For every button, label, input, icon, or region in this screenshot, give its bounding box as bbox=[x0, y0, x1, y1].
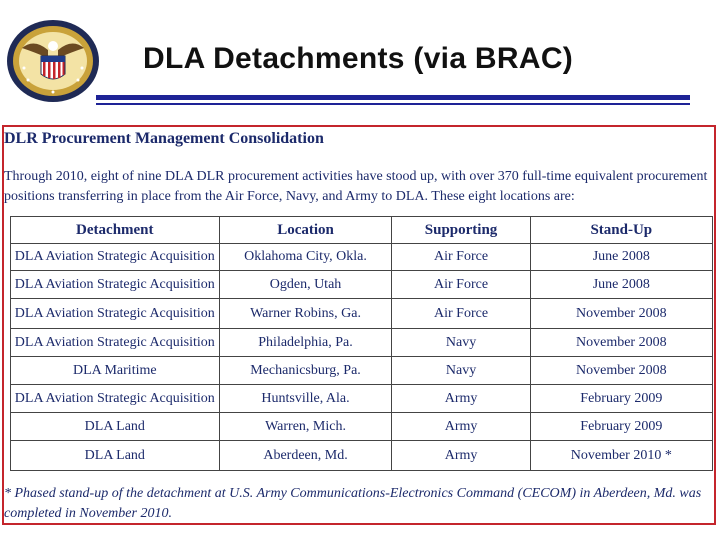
cell-stand-up: June 2008 bbox=[530, 271, 712, 299]
cell-supporting: Army bbox=[392, 441, 530, 471]
cell-detachment: DLA Aviation Strategic Acquisition bbox=[11, 385, 220, 413]
cell-location: Huntsville, Ala. bbox=[219, 385, 392, 413]
table-row bbox=[11, 441, 713, 471]
cell-stand-up: November 2008 bbox=[530, 329, 712, 357]
cell-supporting: Navy bbox=[392, 357, 530, 385]
cell-detachment: DLA Land bbox=[11, 441, 220, 471]
cell-detachment: DLA Aviation Strategic Acquisition bbox=[11, 299, 220, 329]
dla-seal-icon bbox=[4, 18, 102, 104]
cell-location: Warren, Mich. bbox=[219, 413, 392, 441]
cell-detachment: DLA Land bbox=[11, 413, 220, 441]
table-row bbox=[11, 244, 713, 271]
slide-title: DLA Detachments (via BRAC) bbox=[143, 42, 574, 75]
table-row bbox=[11, 385, 713, 413]
cell-location: Aberdeen, Md. bbox=[219, 441, 392, 471]
table-row bbox=[11, 271, 713, 299]
header-detachment: Detachment bbox=[11, 217, 220, 244]
cell-stand-up: June 2008 bbox=[530, 244, 712, 271]
cell-stand-up: February 2009 bbox=[530, 413, 712, 441]
header-location: Location bbox=[219, 217, 392, 244]
cell-supporting: Air Force bbox=[392, 271, 530, 299]
table-row bbox=[11, 357, 713, 385]
table-row bbox=[11, 329, 713, 357]
title-underline bbox=[96, 95, 690, 100]
cell-location: Philadelphia, Pa. bbox=[219, 329, 392, 357]
cell-supporting: Air Force bbox=[392, 244, 530, 271]
cell-location: Warner Robins, Ga. bbox=[219, 299, 392, 329]
cell-stand-up: November 2010 * bbox=[530, 441, 712, 471]
title-underline-thin bbox=[96, 103, 690, 105]
cell-detachment: DLA Aviation Strategic Acquisition bbox=[11, 329, 220, 357]
cell-detachment: DLA Aviation Strategic Acquisition bbox=[11, 271, 220, 299]
detachments-table bbox=[10, 216, 713, 471]
cell-supporting: Army bbox=[392, 413, 530, 441]
table-row bbox=[11, 299, 713, 329]
cell-detachment: DLA Maritime bbox=[11, 357, 220, 385]
header-stand-up: Stand-Up bbox=[530, 217, 712, 244]
document-heading: DLR Procurement Management Consolidation bbox=[4, 130, 324, 147]
cell-supporting: Navy bbox=[392, 329, 530, 357]
cell-location: Mechanicsburg, Pa. bbox=[219, 357, 392, 385]
cell-location: Oklahoma City, Okla. bbox=[219, 244, 392, 271]
cell-stand-up: February 2009 bbox=[530, 385, 712, 413]
cell-supporting: Air Force bbox=[392, 299, 530, 329]
header-supporting: Supporting bbox=[392, 217, 530, 244]
document-intro: Through 2010, eight of nine DLA DLR procurement activities have stood up, with over 370 full-time equivalent procurement positions transferring in place from the Air Force, Navy, and Army to DLA. These eight locations are: bbox=[4, 169, 708, 204]
cell-supporting: Army bbox=[392, 385, 530, 413]
cell-stand-up: November 2008 bbox=[530, 299, 712, 329]
table-header-row bbox=[11, 217, 713, 244]
footnote: * Phased stand-up of the detachment at U.S. Army Communications-Electronics Command (CECOM) in Aberdeen, Md. was completed in November 2010. bbox=[4, 486, 702, 521]
table-row bbox=[11, 413, 713, 441]
cell-detachment: DLA Aviation Strategic Acquisition bbox=[11, 244, 220, 271]
cell-stand-up: November 2008 bbox=[530, 357, 712, 385]
cell-location: Ogden, Utah bbox=[219, 271, 392, 299]
